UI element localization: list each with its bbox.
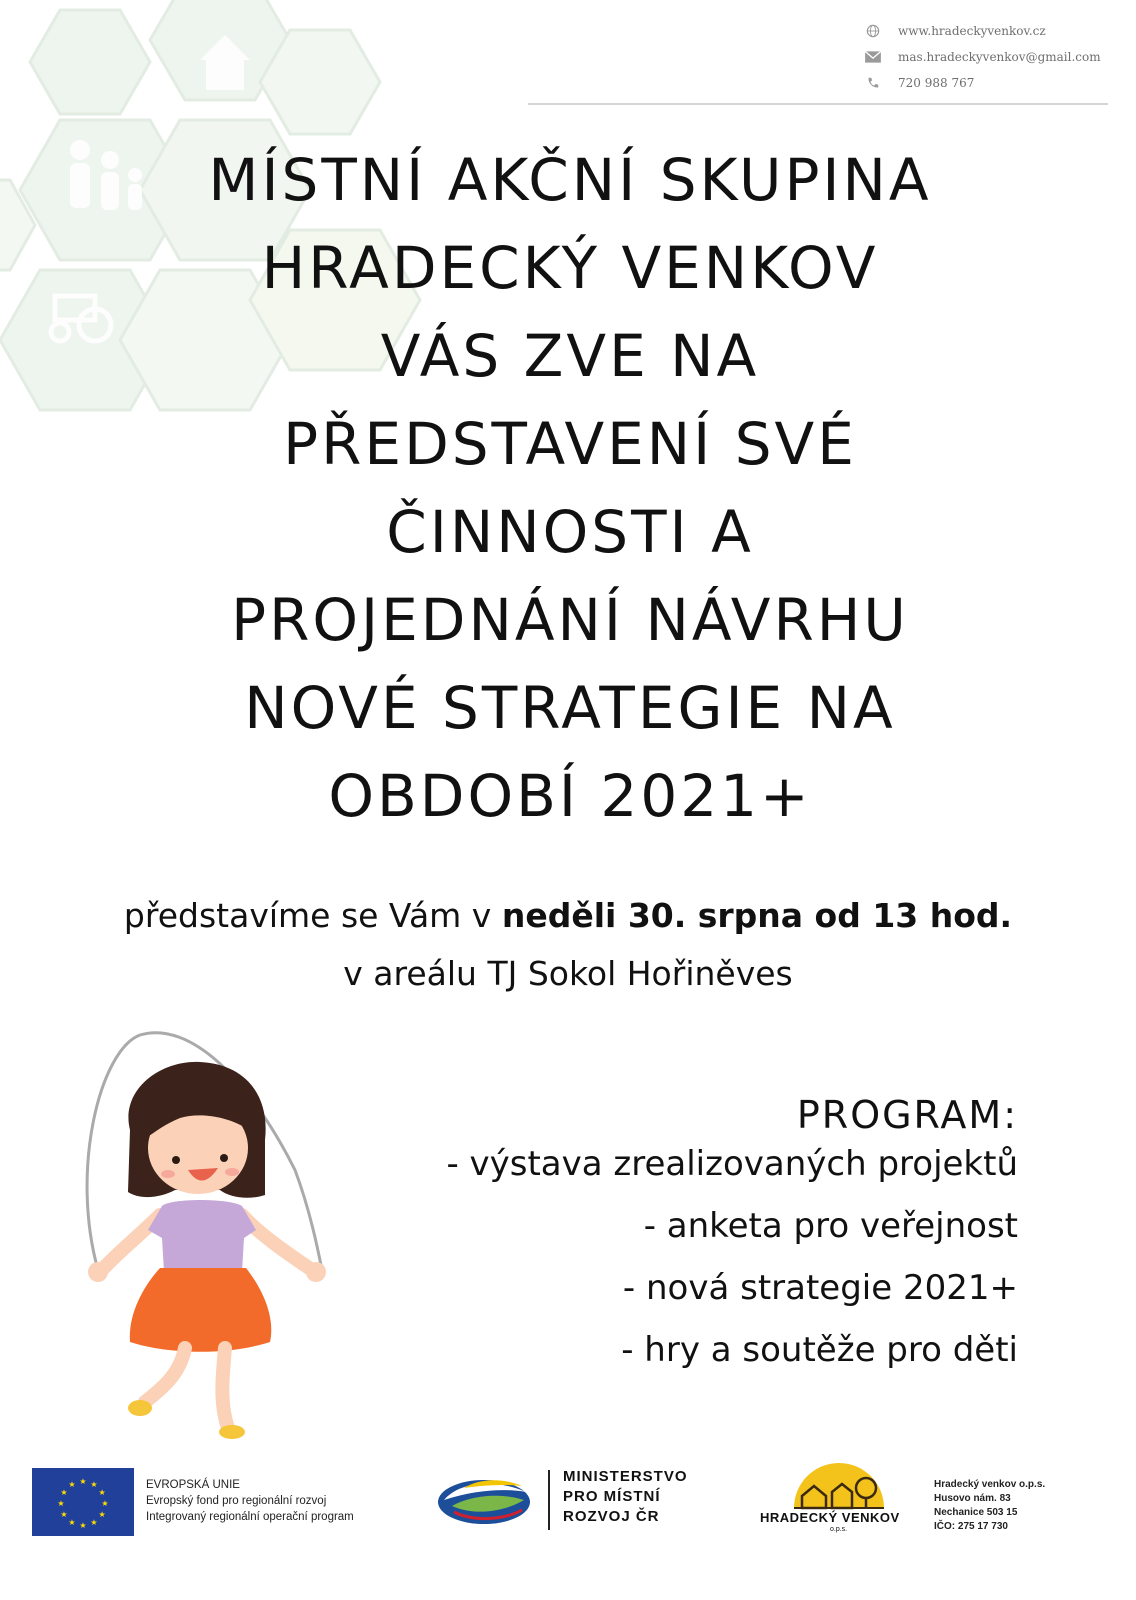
address-block (934, 1478, 1045, 1534)
contact-email-text: mas.hradeckyvenkov@gmail.com (898, 50, 1101, 64)
contact-web-text: www.hradeckyvenkov.cz (898, 24, 1046, 38)
hv-ops: o.p.s. (830, 1526, 848, 1533)
contact-phone-text: 720 988 767 (898, 76, 975, 90)
headline-line: OBDOBÍ 2021+ (328, 762, 812, 830)
program-item: - hry a soutěže pro děti (621, 1330, 1018, 1370)
eu-flag-logo (32, 1468, 134, 1536)
eu-star: ★ (79, 1477, 87, 1486)
invite-venue: v areálu TJ Sokol Hořiněves (343, 954, 793, 993)
eu-star: ★ (98, 1488, 106, 1497)
eu-star: ★ (98, 1510, 106, 1519)
eu-text (146, 1477, 354, 1525)
eu-star: ★ (101, 1499, 109, 1508)
eu-star: ★ (90, 1479, 98, 1489)
address-line: Hradecký venkov o.p.s. (934, 1479, 1046, 1490)
eu-star: ★ (68, 1479, 76, 1489)
address-line: IČO: 275 17 730 (934, 1521, 1008, 1532)
headline-line: HRADECKÝ VENKOV (261, 234, 879, 302)
mmr-text (563, 1467, 688, 1527)
eu-star: ★ (68, 1518, 76, 1528)
invite-date: neděli 30. srpna od 13 hod. (501, 896, 1013, 935)
program-item: - nová strategie 2021+ (622, 1268, 1018, 1308)
program-item: - výstava zrealizovaných projektů (446, 1144, 1018, 1184)
mmr-line3: ROZVOJ ČR (563, 1508, 660, 1525)
contact-phone[interactable] (864, 76, 974, 90)
address-line: Nechanice 503 15 (934, 1507, 1018, 1518)
eu-star: ★ (57, 1499, 65, 1508)
invite-date-line (0, 896, 1136, 935)
eu-line2: Evropský fond pro regionální rozvoj (146, 1495, 327, 1507)
invite-prefix: představíme se Vám v (123, 896, 502, 935)
eu-line1: EVROPSKÁ UNIE (146, 1479, 240, 1491)
globe-icon (864, 24, 882, 38)
program-title: PROGRAM: (796, 1093, 1018, 1137)
phone-icon (864, 76, 882, 90)
eu-star: ★ (60, 1488, 68, 1497)
eu-line3: Integrovaný regionální operační program (146, 1511, 354, 1523)
program-item: - anketa pro veřejnost (643, 1206, 1018, 1246)
contact-email[interactable] (864, 50, 1101, 64)
headline-line: PROJEDNÁNÍ NÁVRHU (231, 586, 909, 654)
mmr-line2: PRO MÍSTNÍ (563, 1488, 661, 1505)
headline-line: MÍSTNÍ AKČNÍ SKUPINA (208, 146, 932, 214)
header-divider (528, 103, 1108, 105)
envelope-icon (864, 50, 882, 64)
eu-star: ★ (90, 1518, 98, 1528)
headline (60, 136, 1080, 840)
headline-line: VÁS ZVE NA (380, 322, 760, 390)
mmr-line1: MINISTERSTVO (563, 1468, 688, 1485)
girl-jump-rope-illustration (60, 1020, 360, 1450)
headline-line: NOVÉ STRATEGIE NA (244, 674, 896, 742)
headline-line: PŘEDSTAVENÍ SVÉ (283, 410, 857, 478)
headline-line: ČINNOSTI A (386, 498, 754, 566)
mmr-divider (548, 1470, 550, 1530)
contact-web[interactable] (864, 24, 1046, 38)
eu-star: ★ (60, 1510, 68, 1519)
hv-name: HRADECKÝ VENKOV (760, 1510, 900, 1525)
eu-star: ★ (79, 1521, 87, 1530)
address-line: Husovo nám. 83 (934, 1493, 1011, 1504)
mmr-logo (434, 1470, 534, 1530)
